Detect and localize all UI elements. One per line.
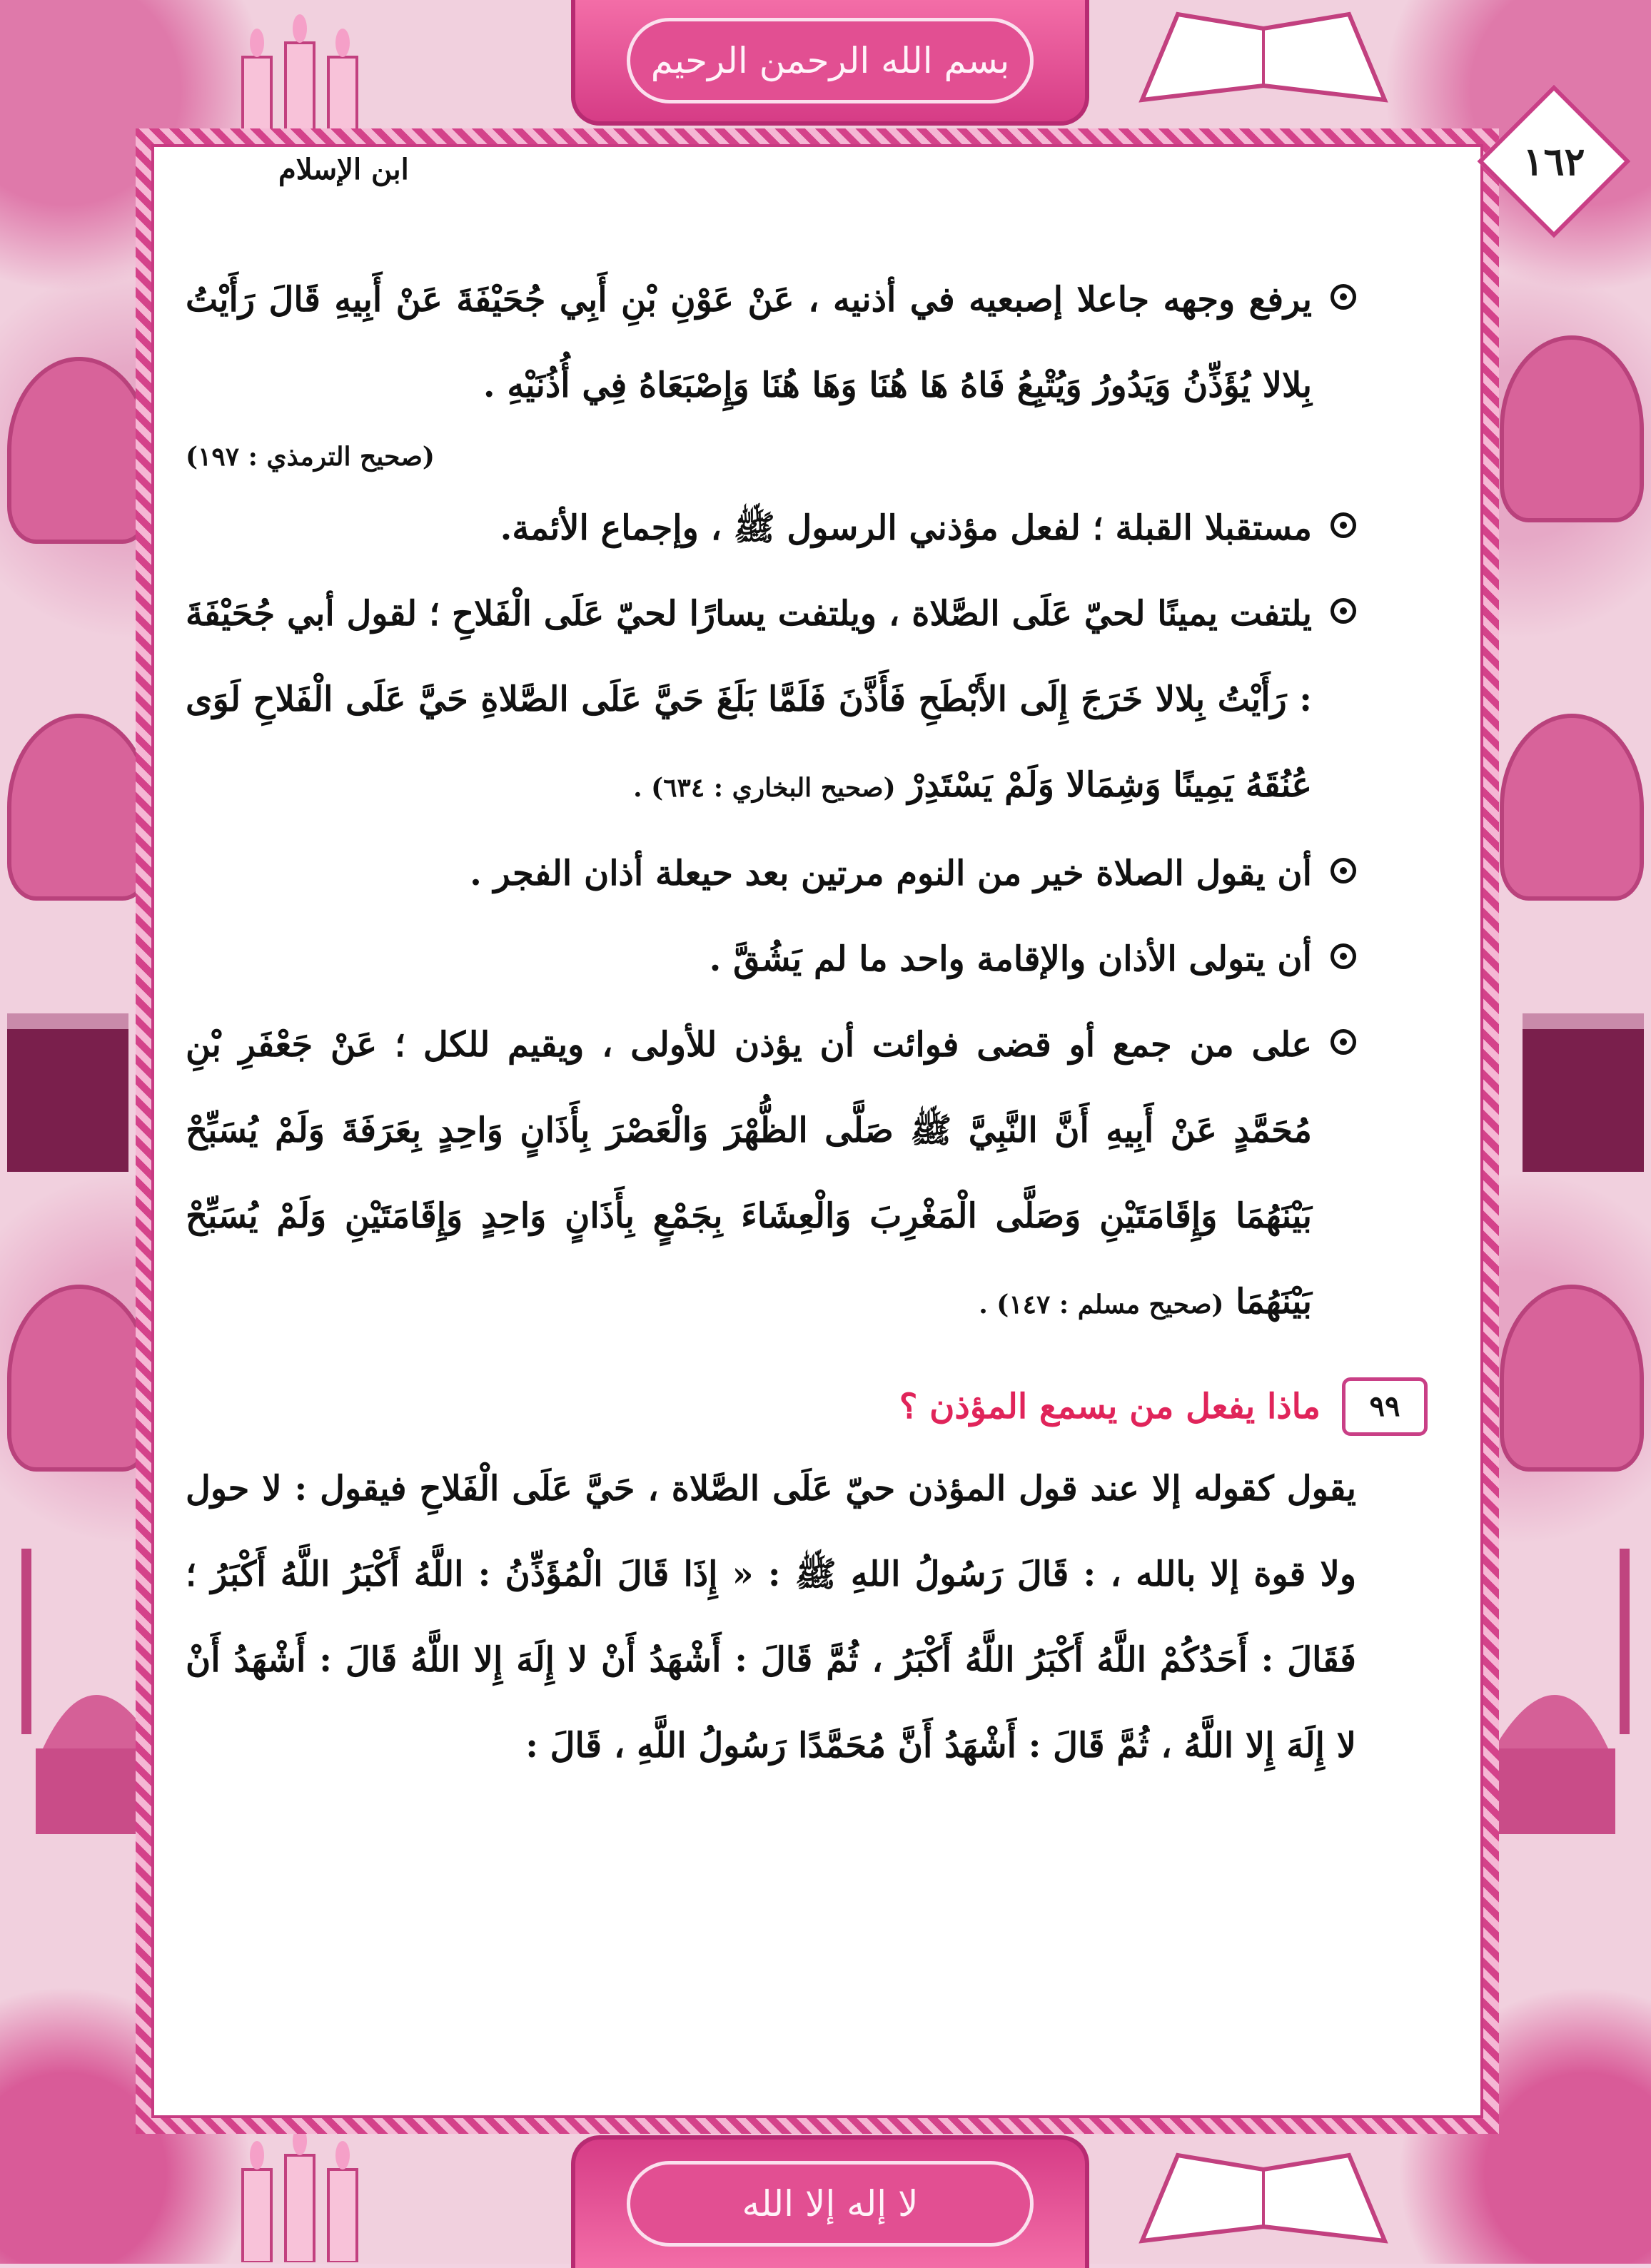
list-item [186, 571, 1356, 831]
bullet-icon [1331, 512, 1356, 538]
right-kaaba-image [1523, 1013, 1644, 1172]
header-cartouche [571, 0, 1089, 126]
left-medallion-lower [7, 1285, 151, 1472]
left-medallion-top [7, 357, 151, 544]
question-heading [186, 1367, 1400, 1446]
list-item [186, 831, 1356, 916]
item-text: أن يقول الصلاة خير من النوم مرتين بعد حيعلة أذان الفجر . [470, 854, 1312, 893]
bullet-icon [1331, 598, 1356, 624]
top-candles-image [228, 0, 371, 150]
left-medallion-middle [7, 714, 151, 901]
bottom-open-book-image [1135, 2141, 1392, 2248]
right-medallion-top [1500, 335, 1644, 522]
list-item [186, 1002, 1356, 1347]
item-text: على من جمع أو قضى فوائت أن يؤذن للأولى ، ويقيم للكل ؛ عَنْ جَعْفَرِ بْنِ مُحَمَّدٍ عَنْ أَبِيهِ أَنَّ النَّبِيَّ ﷺ صَلَّى الظُّهْرَ وَالْعَصْرَ بِأَذَانٍ وَاحِدٍ بِعَرَفَةَ وَلَمْ يُسَبِّحْ بَيْنَهُمَا وَإِقَامَتَيْنِ وَصَلَّى الْمَغْرِبَ وَالْعِشَاءَ بِجَمْعٍ بِأَذَانٍ وَاحِدٍ وَإِقَامَتَيْنِ وَلَمْ يُسَبِّحْ بَيْنَهُمَا [186, 1025, 1312, 1322]
page-number: ١٦٢ [1523, 138, 1585, 184]
page-content [186, 257, 1400, 2127]
question-title: ماذا يفعل من يسمع المؤذن ؟ [899, 1387, 1321, 1427]
bullet-icon [1331, 943, 1356, 969]
item-text: يلتفت يمينًا لحيّ عَلَى الصَّلاة ، ويلتفت يسارًا لحيّ عَلَى الْفَلاحِ ؛ لقول أبي جُحَيْفَةَ : رَأَيْتُ بِلالا خَرَجَ إِلَى الأَبْطَحِ فَأَذَّنَ فَلَمَّا بَلَغَ حَيَّ عَلَى الصَّلاةِ حَيَّ عَلَى الْفَلاحِ لَوَى عُنُقَهُ يَمِينًا وَشِمَالا وَلَمْ يَسْتَدِرْ [186, 594, 1312, 805]
item-text: يرفع وجهه جاعلا إصبعيه في أذنيه ، عَنْ عَوْنِ بْنِ أَبِي جُحَيْفَةَ عَنْ أَبِيهِ قَالَ رَأَيْتُ بِلالا يُؤَذِّنُ وَيَدُورُ وَيُتْبِعُ فَاهُ هَا هُنَا وَهَا هُنَا وَإِصْبَعَاهُ فِي أُذُنَيْهِ . [186, 280, 1312, 405]
shahada-calligraphy: لا إله إلا الله [627, 2161, 1034, 2247]
bullet-icon [1331, 1029, 1356, 1055]
list-item [186, 485, 1356, 571]
list-item [186, 257, 1356, 485]
bottom-candles-image [228, 2112, 371, 2262]
running-title: ابن الإسلام [257, 147, 430, 191]
item-text: أن يتولى الأذان والإقامة واحد ما لم يَشُقَّ . [709, 939, 1312, 979]
hadith-reference: (صحيح مسلم : ١٤٧) . [979, 1290, 1224, 1320]
left-kaaba-image [7, 1013, 128, 1172]
hadith-reference: (صحيح البخاري : ٦٣٤) . [633, 773, 896, 803]
footer-cartouche [571, 2135, 1089, 2268]
bullet-icon [1331, 858, 1356, 884]
bullet-icon [1331, 284, 1356, 310]
top-open-book-image [1135, 0, 1392, 107]
right-medallion-lower [1500, 1285, 1644, 1472]
item-text: مستقبلا القبلة ؛ لفعل مؤذني الرسول ﷺ ، وإجماع الأئمة. [500, 508, 1312, 548]
hadith-reference: (صحيح الترمذي : ١٩٧) [186, 442, 435, 472]
answer-paragraph: يقول كقوله إلا عند قول المؤذن حيّ عَلَى الصَّلاة ، حَيَّ عَلَى الْفَلاحِ فيقول : لا حول ولا قوة إلا بالله ، : قَالَ رَسُولُ اللهِ ﷺ : « إِذَا قَالَ الْمُؤَذِّنُ : اللَّهُ أَكْبَرُ اللَّهُ أَكْبَرُ ؛ فَقَالَ : أَحَدُكُمْ اللَّهُ أَكْبَرُ اللَّهُ أَكْبَرُ ، ثُمَّ قَالَ : أَشْهَدُ أَنْ لا إِلَهَ إِلا اللَّهُ قَالَ : أَشْهَدُ أَنْ لا إِلَهَ إِلا اللَّهُ ، ثُمَّ قَالَ : أَشْهَدُ أَنَّ مُحَمَّدًا رَسُولُ اللَّهِ ، قَالَ : [186, 1469, 1356, 1766]
right-medallion-middle [1500, 714, 1644, 901]
bismillah-calligraphy: بسم الله الرحمن الرحيم [627, 18, 1034, 103]
right-mosque-dome-image [1480, 1534, 1651, 1834]
list-item [186, 916, 1356, 1002]
question-number: ٩٩ [1342, 1377, 1428, 1436]
